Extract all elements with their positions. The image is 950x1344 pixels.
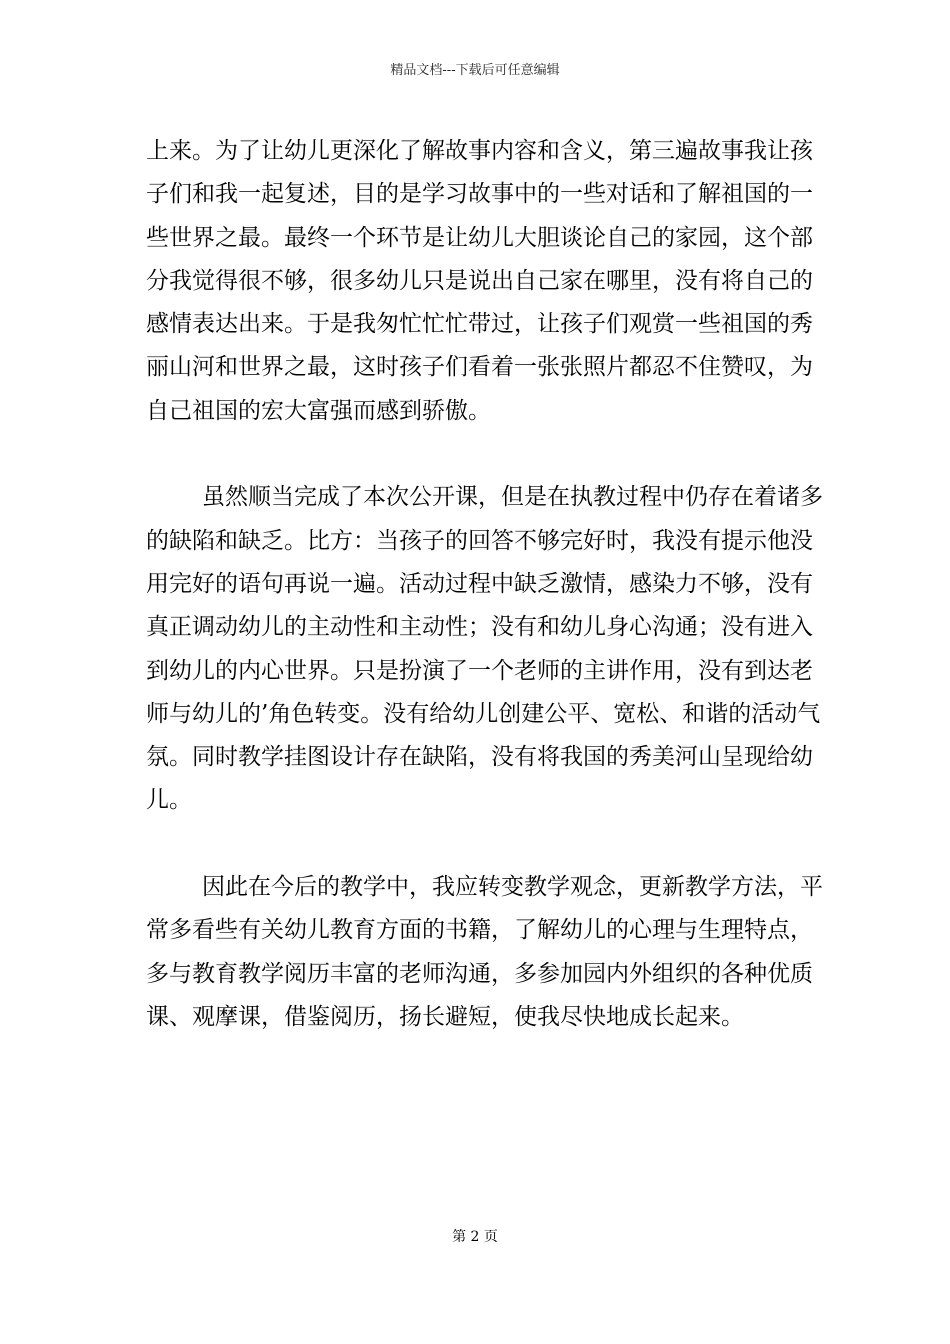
text-line: 到幼儿的内心世界。只是扮演了一个老师的主讲作用，没有到达老: [146, 657, 813, 684]
text-line: 多与教育教学阅历丰富的老师沟通，多参加园内外组织的各种优质: [146, 960, 813, 987]
page-number: 第 2 页: [452, 1229, 498, 1245]
text-line: 自己祖国的宏大富强而感到骄傲。: [146, 397, 491, 424]
text-line: 因此在今后的教学中，我应转变教学观念，更新教学方法，平: [202, 874, 823, 901]
paragraph-1: [146, 130, 813, 433]
paragraph-gap: [146, 433, 806, 476]
text-line: 上来。为了让幼儿更深化了解故事内容和含义，第三遍故事我让孩: [146, 138, 813, 164]
text-line: 用完好的语句再说一遍。活动过程中缺乏激情，感染力不够，没有: [146, 570, 813, 597]
text-line: 真正调动幼儿的主动性和主动性；没有和幼儿身心沟通；没有进入: [146, 614, 813, 641]
paragraph-gap: [146, 823, 806, 866]
text-line: 虽然顺当完成了本次公开课，但是在执教过程中仍存在着诸多: [202, 484, 823, 511]
text-line: 子们和我一起复述，目的是学习故事中的一些对话和了解祖国的一: [146, 181, 813, 208]
page-header: 精品文档---下载后可任意编辑: [390, 63, 560, 78]
text-line: 氛。同时教学挂图设计存在缺陷，没有将我国的秀美河山呈现给幼: [146, 744, 813, 771]
text-line: 丽山河和世界之最，这时孩子们看着一张张照片都忍不住赞叹，为: [146, 354, 813, 381]
paragraph-3: [146, 866, 823, 1039]
text-line: 感情表达出来。于是我匆忙忙忙带过，让孩子们观赏一些祖国的秀: [146, 311, 813, 338]
paragraph-2: [146, 476, 823, 822]
text-line: 些世界之最。最终一个环节是让幼儿大胆谈论自己的家园，这个部: [146, 224, 813, 251]
text-line: 课、观摩课，借鉴阅历，扬长避短，使我尽快地成长起来。: [146, 1003, 744, 1030]
document-body: [146, 130, 823, 1039]
text-line: 师与幼儿的’角色转变。没有给幼儿创建公平、宽松、和谐的活动气: [146, 700, 821, 727]
text-line: 分我觉得很不够，很多幼儿只是说出自己家在哪里，没有将自己的: [146, 267, 813, 294]
text-line: 常多看些有关幼儿教育方面的书籍，了解幼儿的心理与生理特点，: [146, 917, 813, 944]
text-line: 的缺陷和缺乏。比方：当孩子的回答不够完好时，我没有提示他没: [146, 527, 813, 554]
text-line: 儿。: [146, 787, 192, 814]
